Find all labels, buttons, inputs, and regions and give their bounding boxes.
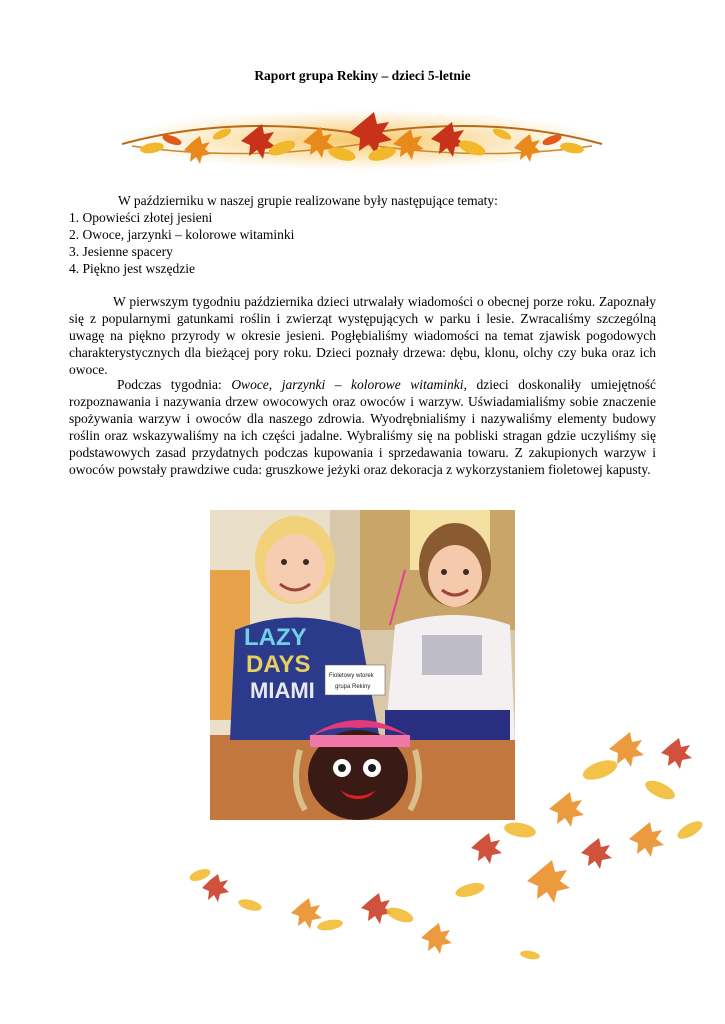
paragraph-first-week: W pierwszym tygodniu października dzieci utrwalały wiadomości o obecnej porze roku. Zapoznały się z popularnymi gatunkami roślin i zwierząt występujących w parku i lesie. Zwracaliśmy szczególną uwagę na piękno przyrody w okresie jesieni. Pogłębialiśmy wiadomości na temat zjawisk pogodowych charakterystycznych dla bieżącej pory roku. Dzieci poznały drzewa: dębu, klonu, olchy czy buka oraz ich owoce.: [69, 294, 656, 377]
svg-text:DAYS: DAYS: [246, 651, 311, 678]
list-item: 1. Opowieści złotej jesieni: [69, 210, 213, 225]
topic-list: [69, 209, 294, 277]
paragraph-fruits-week: [69, 376, 656, 478]
svg-text:Fioletowy wtorek: Fioletowy wtorek: [329, 673, 374, 679]
list-item: 2. Owoce, jarzynki – kolorowe witaminki: [69, 227, 295, 242]
paragraph-text: Podczas tygodnia:: [117, 377, 232, 392]
paragraph-text: dzieci doskonaliły umiejętność rozpoznawania i nazywania drzew owocowych oraz owoców i warzyw. Uświadamialiśmy sobie znaczenie spożywania warzyw i owoców dla naszego zdrowia. Wyodrębnialiśmy i nazywaliśmy elementy budowy roślin oraz wskazywaliśmy na ich części jadalne. Wybraliśmy się na pobliski stragan gdzie uczyliśmy się podstawowych zasad przydatnych podczas kupowania i sprzedawania towaru. Z zakupionych warzyw i owoców powstały prawdziwe cuda: gruszkowe jeżyki oraz dekoracja z wykorzystaniem fioletowej kapusty.: [69, 377, 656, 477]
topic-name-italic: Owoce, jarzynki – kolorowe witaminki,: [231, 377, 467, 392]
shirt-text: LAZY: [244, 624, 307, 651]
intro-line: W październiku w naszej grupie realizowane były następujące tematy:: [118, 193, 498, 208]
page-title: Raport grupa Rekiny – dzieci 5-letnie: [254, 68, 471, 83]
svg-text:MIAMI: MIAMI: [250, 678, 315, 703]
autumn-leaves-banner: [112, 104, 612, 176]
svg-text:grupa Rekiny: grupa Rekiny: [335, 684, 371, 690]
children-photo: [210, 510, 515, 820]
list-item: 4. Piękno jest wszędzie: [69, 261, 195, 276]
list-item: 3. Jesienne spacery: [69, 244, 173, 259]
